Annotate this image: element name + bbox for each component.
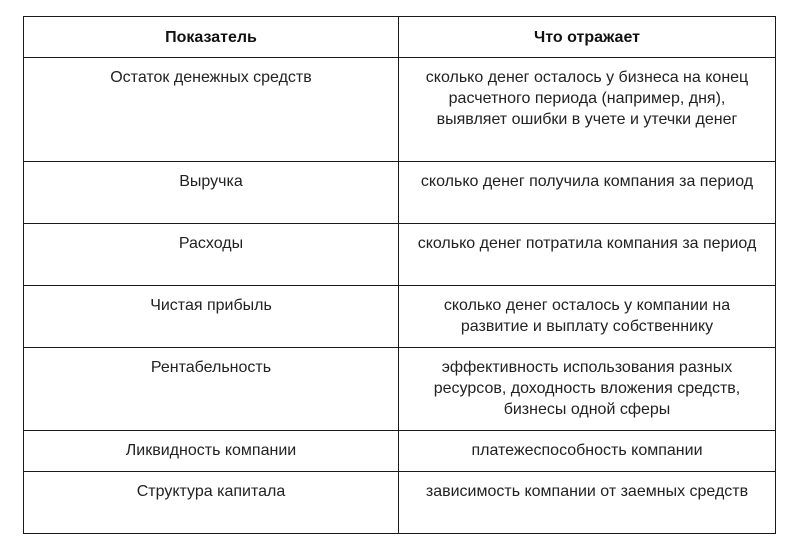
reflects-cell: сколько денег потратила компания за период bbox=[399, 224, 776, 286]
reflects-cell: сколько денег осталось у компании на развитие и выплату собственнику bbox=[399, 286, 776, 348]
table-row bbox=[24, 224, 776, 286]
table-row bbox=[24, 162, 776, 224]
table-row bbox=[24, 286, 776, 348]
indicator-cell: Структура капитала bbox=[24, 472, 399, 534]
reflects-cell: сколько денег осталось у бизнеса на конец расчетного периода (например, дня), выявляет ошибки в учете и утечки денег bbox=[399, 58, 776, 162]
indicator-cell: Остаток денежных средств bbox=[24, 58, 399, 162]
indicator-cell: Расходы bbox=[24, 224, 399, 286]
indicator-cell: Ликвидность компании bbox=[24, 431, 399, 472]
table-header-row bbox=[24, 17, 776, 58]
indicator-cell: Рентабельность bbox=[24, 348, 399, 431]
table-row bbox=[24, 472, 776, 534]
table-row bbox=[24, 58, 776, 162]
table-row bbox=[24, 431, 776, 472]
reflects-cell: зависимость компании от заемных средств bbox=[399, 472, 776, 534]
header-indicator: Показатель bbox=[24, 17, 399, 58]
header-reflects: Что отражает bbox=[399, 17, 776, 58]
reflects-cell: платежеспособность компании bbox=[399, 431, 776, 472]
table-row bbox=[24, 348, 776, 431]
reflects-cell: эффективность использования разных ресурсов, доходность вложения средств, бизнесы одной сферы bbox=[399, 348, 776, 431]
indicators-table bbox=[23, 16, 776, 534]
indicator-cell: Чистая прибыль bbox=[24, 286, 399, 348]
reflects-cell: сколько денег получила компания за период bbox=[399, 162, 776, 224]
indicator-cell: Выручка bbox=[24, 162, 399, 224]
